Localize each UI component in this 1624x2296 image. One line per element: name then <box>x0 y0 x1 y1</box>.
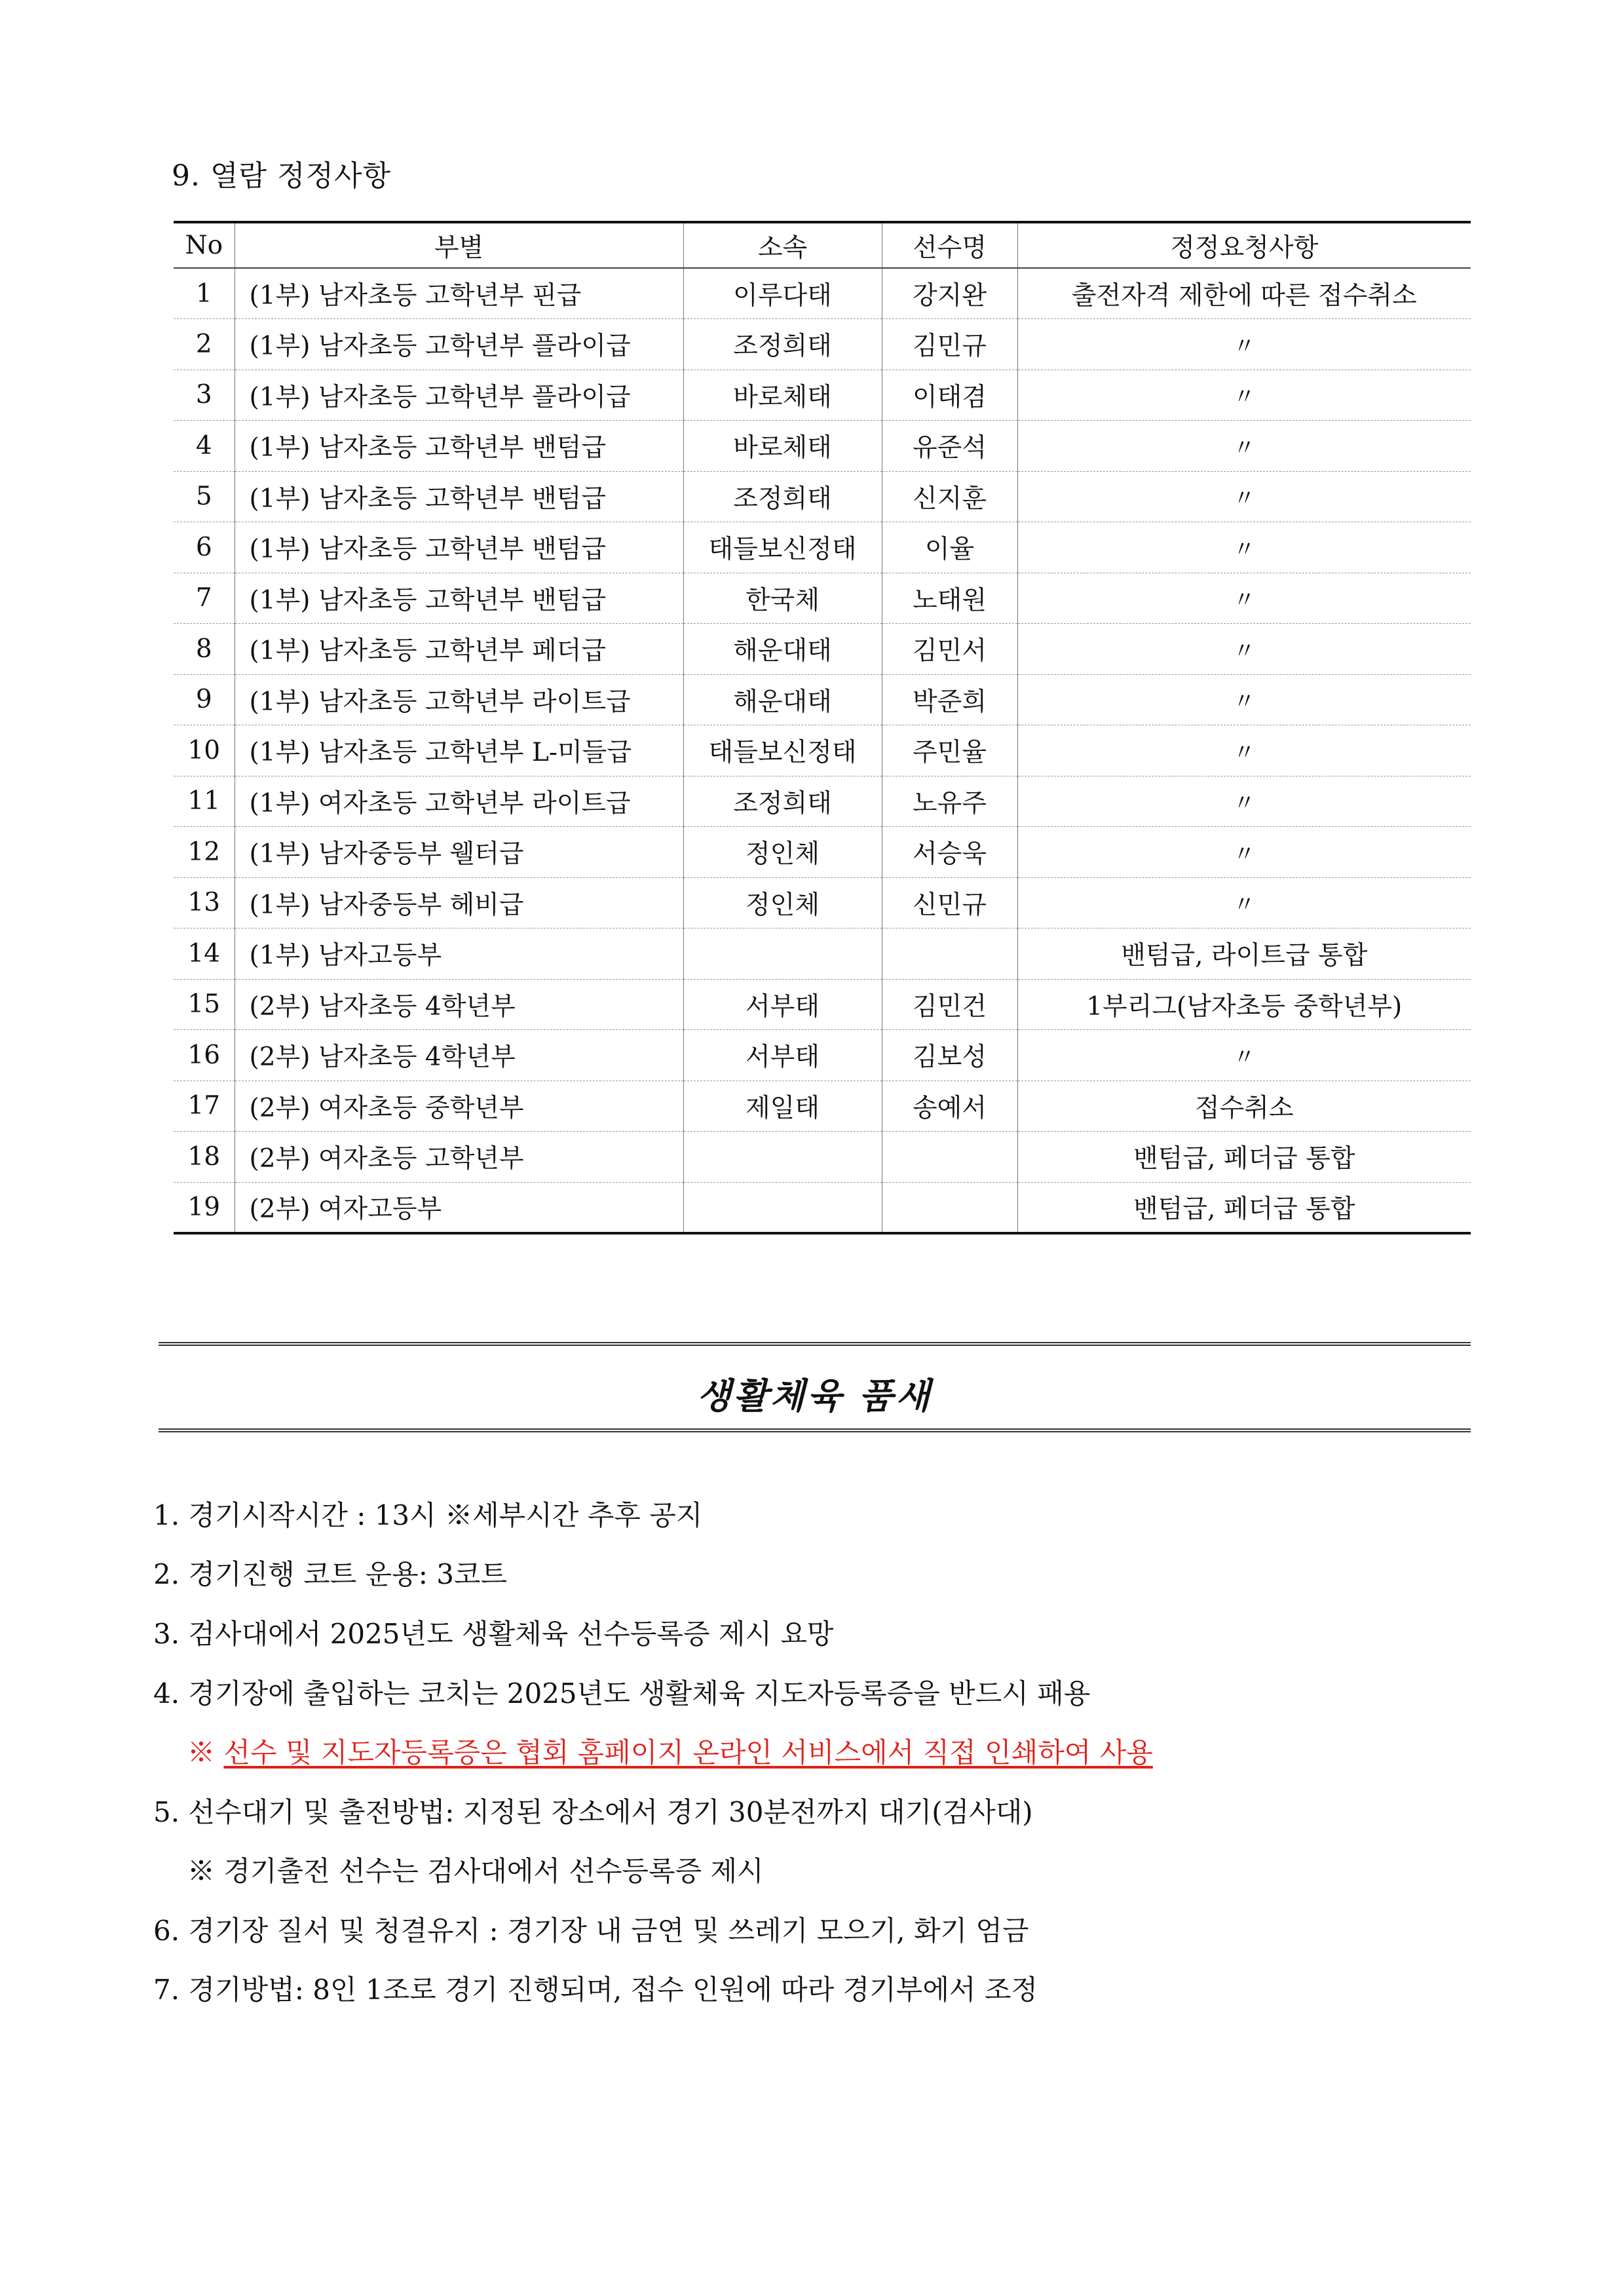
row-number: 16 <box>174 1030 235 1081</box>
row-correction-request: 〃 <box>1017 319 1471 370</box>
row-division: (1부) 남자중등부 헤비급 <box>235 877 683 928</box>
section-title: 9. 열람 정정사항 <box>172 159 391 193</box>
row-number: 18 <box>174 1132 235 1183</box>
table-row <box>174 268 1471 319</box>
row-affiliation: 한국체 <box>683 573 882 624</box>
header-affiliation: 소속 <box>683 222 882 268</box>
table-row <box>174 319 1471 370</box>
row-division: (1부) 남자초등 고학년부 밴텀급 <box>235 471 683 522</box>
notice-item-7: 7. 경기방법: 8인 1조로 경기 진행되며, 접수 인원에 따라 경기부에서 조정 <box>153 1974 1038 2006</box>
notice-item-6: 6. 경기장 질서 및 청결유지 : 경기장 내 금연 및 쓰레기 모으기, 화기 엄금 <box>153 1915 1029 1947</box>
row-division: (2부) 남자초등 4학년부 <box>235 1030 683 1081</box>
row-player-name: 신민규 <box>882 877 1017 928</box>
row-division: (2부) 여자초등 중학년부 <box>235 1081 683 1132</box>
table-row <box>174 776 1471 827</box>
table-row <box>174 1081 1471 1132</box>
row-division: (1부) 남자초등 고학년부 L-미들급 <box>235 725 683 776</box>
row-correction-request: 밴텀급, 라이트급 통합 <box>1017 928 1471 980</box>
table-row <box>174 928 1471 980</box>
registration-warning <box>187 1731 1153 1770</box>
row-correction-request: 접수취소 <box>1017 1081 1471 1132</box>
row-number: 8 <box>174 624 235 675</box>
row-player-name: 신지훈 <box>882 471 1017 522</box>
row-number: 5 <box>174 471 235 522</box>
row-correction-request: 〃 <box>1017 827 1471 878</box>
banner-bottom-rule <box>159 1428 1471 1432</box>
row-division: (1부) 남자초등 고학년부 페더급 <box>235 624 683 675</box>
row-affiliation: 서부태 <box>683 1030 882 1081</box>
header-no: No <box>174 222 235 268</box>
row-affiliation: 조정희태 <box>683 471 882 522</box>
row-number: 13 <box>174 877 235 928</box>
row-number: 6 <box>174 522 235 573</box>
row-number: 14 <box>174 928 235 980</box>
row-division: (1부) 남자초등 고학년부 밴텀급 <box>235 421 683 472</box>
row-division: (2부) 여자고등부 <box>235 1182 683 1233</box>
table-row <box>174 370 1471 421</box>
table-body <box>174 268 1471 1233</box>
row-player-name: 김민서 <box>882 624 1017 675</box>
row-player-name: 송예서 <box>882 1081 1017 1132</box>
row-number: 15 <box>174 979 235 1030</box>
header-division: 부별 <box>235 222 683 268</box>
row-affiliation: 조정희태 <box>683 319 882 370</box>
row-player-name <box>882 928 1017 980</box>
table-row <box>174 979 1471 1030</box>
row-number: 2 <box>174 319 235 370</box>
row-correction-request: 〃 <box>1017 421 1471 472</box>
row-player-name: 노유주 <box>882 776 1017 827</box>
row-division: (1부) 남자고등부 <box>235 928 683 980</box>
row-correction-request: 〃 <box>1017 725 1471 776</box>
row-correction-request: 밴텀급, 페더급 통합 <box>1017 1182 1471 1233</box>
row-affiliation <box>683 1132 882 1183</box>
table-row <box>174 421 1471 472</box>
table-row <box>174 522 1471 573</box>
row-affiliation: 태들보신정태 <box>683 522 882 573</box>
row-affiliation <box>683 1182 882 1233</box>
row-affiliation: 정인체 <box>683 877 882 928</box>
row-correction-request: 〃 <box>1017 624 1471 675</box>
row-correction-request: 밴텀급, 페더급 통합 <box>1017 1132 1471 1183</box>
row-correction-request: 〃 <box>1017 370 1471 421</box>
table-row <box>174 573 1471 624</box>
table-row <box>174 725 1471 776</box>
notice-item-5: 5. 선수대기 및 출전방법: 지정된 장소에서 경기 30분전까지 대기(검사대) <box>153 1796 1033 1828</box>
row-number: 17 <box>174 1081 235 1132</box>
row-player-name: 박준희 <box>882 674 1017 725</box>
row-affiliation <box>683 928 882 980</box>
row-affiliation: 서부태 <box>683 979 882 1030</box>
table-row <box>174 674 1471 725</box>
row-division: (1부) 남자초등 고학년부 밴텀급 <box>235 522 683 573</box>
row-player-name: 김민건 <box>882 979 1017 1030</box>
row-division: (1부) 여자초등 고학년부 라이트급 <box>235 776 683 827</box>
row-correction-request: 1부리그(남자초등 중학년부) <box>1017 979 1471 1030</box>
table-row <box>174 1030 1471 1081</box>
table-row <box>174 471 1471 522</box>
header-player-name: 선수명 <box>882 222 1017 268</box>
row-player-name: 이태겸 <box>882 370 1017 421</box>
row-number: 19 <box>174 1182 235 1233</box>
table-row <box>174 1132 1471 1183</box>
row-division: (1부) 남자초등 고학년부 밴텀급 <box>235 573 683 624</box>
row-player-name: 주민율 <box>882 725 1017 776</box>
row-division: (1부) 남자초등 고학년부 플라이급 <box>235 319 683 370</box>
row-affiliation: 이루다태 <box>683 268 882 319</box>
banner-title: 생활체육 품새 <box>696 1375 933 1417</box>
row-affiliation: 해운대태 <box>683 674 882 725</box>
row-division: (1부) 남자중등부 웰터급 <box>235 827 683 878</box>
notice-item-3: 3. 검사대에서 2025년도 생활체육 선수등록증 제시 요망 <box>153 1618 834 1650</box>
row-number: 4 <box>174 421 235 472</box>
notice-item-1: 1. 경기시작시간 : 13시 ※세부시간 추후 공지 <box>153 1499 703 1531</box>
row-player-name: 김보성 <box>882 1030 1017 1081</box>
row-correction-request: 출전자격 제한에 따른 접수취소 <box>1017 268 1471 319</box>
row-division: (1부) 남자초등 고학년부 핀급 <box>235 268 683 319</box>
row-correction-request: 〃 <box>1017 1030 1471 1081</box>
notice-item-4: 4. 경기장에 출입하는 코치는 2025년도 생활체육 지도자등록증을 반드시 패용 <box>153 1677 1091 1710</box>
registration-warning-text: 선수 및 지도자등록증은 협회 홈페이지 온라인 서비스에서 직접 인쇄하여 사용 <box>223 1736 1153 1769</box>
row-correction-request: 〃 <box>1017 877 1471 928</box>
row-player-name: 이율 <box>882 522 1017 573</box>
row-correction-request: 〃 <box>1017 471 1471 522</box>
row-player-name <box>882 1132 1017 1183</box>
notice-sub-note: ※ 경기출전 선수는 검사대에서 선수등록증 제시 <box>187 1855 764 1887</box>
row-number: 3 <box>174 370 235 421</box>
row-division: (1부) 남자초등 고학년부 라이트급 <box>235 674 683 725</box>
row-number: 9 <box>174 674 235 725</box>
row-player-name: 김민규 <box>882 319 1017 370</box>
row-player-name <box>882 1182 1017 1233</box>
row-player-name: 유준석 <box>882 421 1017 472</box>
row-affiliation: 정인체 <box>683 827 882 878</box>
table-header-row <box>174 222 1471 268</box>
header-correction-request: 정정요청사항 <box>1017 222 1471 268</box>
banner-top-rule <box>159 1342 1471 1346</box>
row-affiliation: 바로체태 <box>683 421 882 472</box>
notice-item-2: 2. 경기진행 코트 운용: 3코트 <box>153 1558 508 1590</box>
row-affiliation: 제일태 <box>683 1081 882 1132</box>
row-number: 1 <box>174 268 235 319</box>
row-division: (1부) 남자초등 고학년부 플라이급 <box>235 370 683 421</box>
row-number: 12 <box>174 827 235 878</box>
row-correction-request: 〃 <box>1017 776 1471 827</box>
row-number: 7 <box>174 573 235 624</box>
table-row <box>174 827 1471 878</box>
row-player-name: 강지완 <box>882 268 1017 319</box>
row-affiliation: 바로체태 <box>683 370 882 421</box>
row-number: 10 <box>174 725 235 776</box>
row-division: (2부) 남자초등 4학년부 <box>235 979 683 1030</box>
row-correction-request: 〃 <box>1017 573 1471 624</box>
table-row <box>174 1182 1471 1233</box>
row-division: (2부) 여자초등 고학년부 <box>235 1132 683 1183</box>
table-row <box>174 624 1471 675</box>
table-row <box>174 877 1471 928</box>
reference-mark: ※ <box>187 1736 216 1769</box>
correction-table <box>174 221 1471 1234</box>
row-number: 11 <box>174 776 235 827</box>
row-affiliation: 태들보신정태 <box>683 725 882 776</box>
row-correction-request: 〃 <box>1017 522 1471 573</box>
row-correction-request: 〃 <box>1017 674 1471 725</box>
row-affiliation: 조정희태 <box>683 776 882 827</box>
row-player-name: 서승욱 <box>882 827 1017 878</box>
row-affiliation: 해운대태 <box>683 624 882 675</box>
row-player-name: 노태원 <box>882 573 1017 624</box>
